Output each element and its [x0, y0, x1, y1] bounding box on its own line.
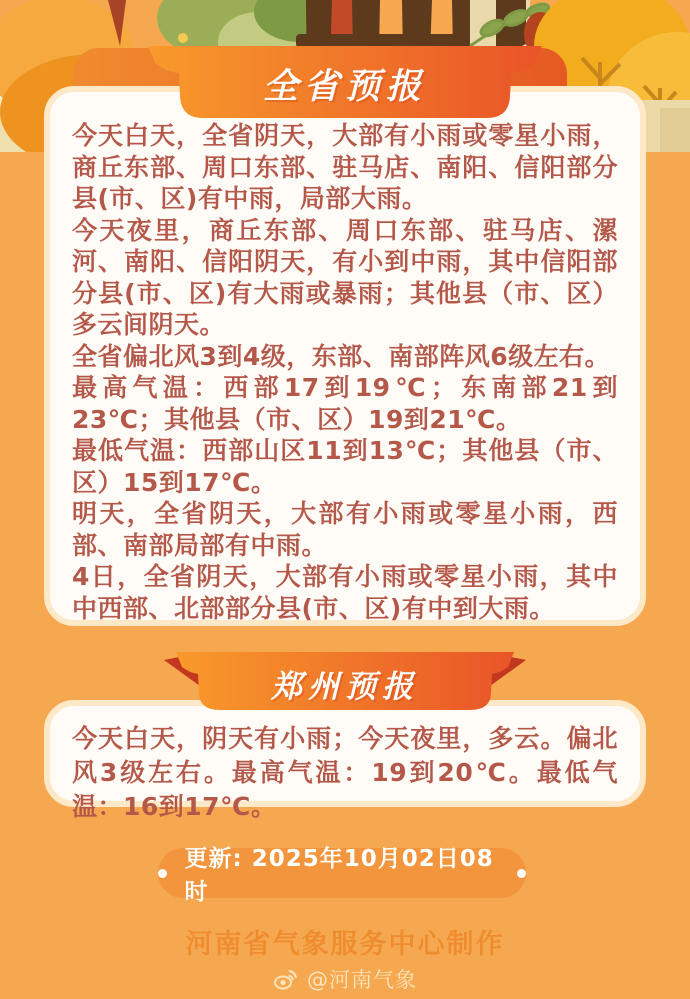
province-paragraph: 最低气温：西部山区11到13℃；其他县（市、区）15到17℃。 — [72, 436, 618, 497]
update-time-badge — [158, 846, 526, 905]
province-paragraph: 4日，全省阴天，大部有小雨或零星小雨，其中中西部、北部部分县(市、区)有中到大雨。 — [72, 562, 618, 623]
weibo-watermark — [0, 964, 690, 994]
zhengzhou-forecast-card — [44, 700, 646, 821]
province-banner-title: 全省预报 — [262, 67, 427, 107]
province-forecast-card — [44, 86, 646, 626]
province-paragraph: 今天白天，全省阴天，大部有小雨或零星小雨，商丘东部、周口东部、驻马店、南阳、信阳部分县(市、区)有中雨，局部大雨。 — [72, 121, 618, 213]
province-paragraph: 明天，全省阴天，大部有小雨或零星小雨，西部、南部局部有中雨。 — [72, 499, 618, 560]
province-banner — [145, 46, 545, 120]
province-paragraph: 最高气温：西部17到19℃；东南部21到23℃；其他县（市、区）19到21℃。 — [72, 373, 618, 434]
zhengzhou-banner — [150, 650, 540, 712]
weibo-handle: @河南气象 — [307, 968, 417, 992]
update-time-text: 更新: 2025年10月02日08时 — [184, 846, 494, 905]
zhengzhou-paragraph: 今天白天，阴天有小雨；今天夜里，多云。偏北风3级左右。最高气温：19到20℃。最低气温：16到17℃。 — [72, 724, 618, 821]
zhengzhou-banner-title: 郑州预报 — [271, 669, 419, 705]
weibo-icon — [273, 968, 299, 990]
province-paragraph: 今天夜里，商丘东部、周口东部、驻马店、漯河、南阳、信阳阴天，有小到中雨，其中信阳部分县(市、区)有大雨或暴雨；其他县（市、区）多云间阴天。 — [72, 215, 618, 339]
province-paragraph: 全省偏北风3到4级，东部、南部阵风6级左右。 — [72, 341, 611, 371]
producer-credit: 河南省气象服务中心制作 — [185, 929, 505, 960]
bullet-dot — [158, 869, 167, 878]
bullet-dot — [517, 869, 526, 878]
